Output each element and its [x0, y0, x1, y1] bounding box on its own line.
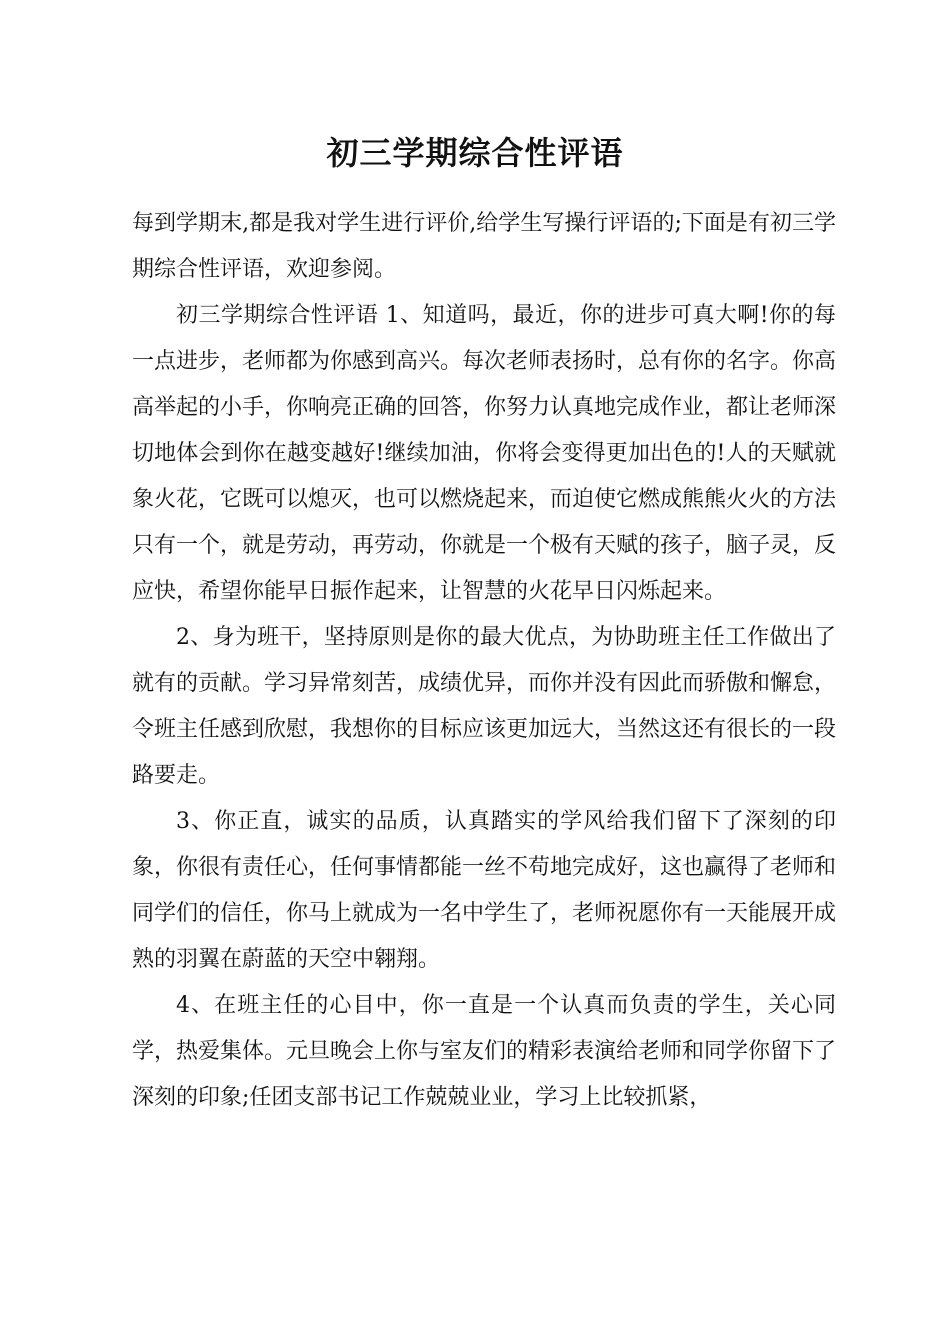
comment-paragraph-3: 3、你正直，诚实的品质，认真踏实的学风给我们留下了深刻的印象，你很有责任心，任何事情都能一丝不苟地完成好，这也赢得了老师和同学们的信任，你马上就成为一名中学生了，老师祝愿你有一天能展开成熟的羽翼在蔚蓝的天空中翱翔。	[132, 809, 837, 972]
document-title: 初三学期综合性评语	[326, 134, 624, 172]
comment-paragraph-1: 初三学期综合性评语 1、知道吗，最近，你的进步可真大啊!你的每一点进步，老师都为你感到高兴。每次老师表扬时，总有你的名字。你高高举起的小手，你响亮正确的回答，你努力认真地完成作业，都让老师深切地体会到你在越变越好!继续加油，你将会变得更加出色的!人的天赋就象火花，它既可以熄灭，也可以燃烧起来，而迫使它燃成熊熊火火的方法只有一个，就是劳动，再劳动，你就是一个极有天赋的孩子，脑子灵，反应快，希望你能早日振作起来，让智慧的火花早日闪烁起来。	[132, 303, 837, 604]
comment-paragraph-4: 4、在班主任的心目中，你一直是一个认真而负责的学生，关心同学，热爱集体。元旦晚会上你与室友们的精彩表演给老师和同学你留下了深刻的印象;任团支部书记工作兢兢业业，学习上比较抓紧，	[132, 993, 837, 1110]
document-body	[132, 201, 836, 1121]
comment-paragraph-2: 2、身为班干，坚持原则是你的最大优点，为协助班主任工作做出了就有的贡献。学习异常刻苦，成绩优异，而你并没有因此而骄傲和懈怠，令班主任感到欣慰，我想你的目标应该更加远大，当然这还有很长的一段路要走。	[132, 625, 837, 788]
intro-paragraph: 每到学期末,都是我对学生进行评价,给学生写操行评语的;下面是有初三学期综合性评语，欢迎参阅。	[132, 211, 836, 282]
